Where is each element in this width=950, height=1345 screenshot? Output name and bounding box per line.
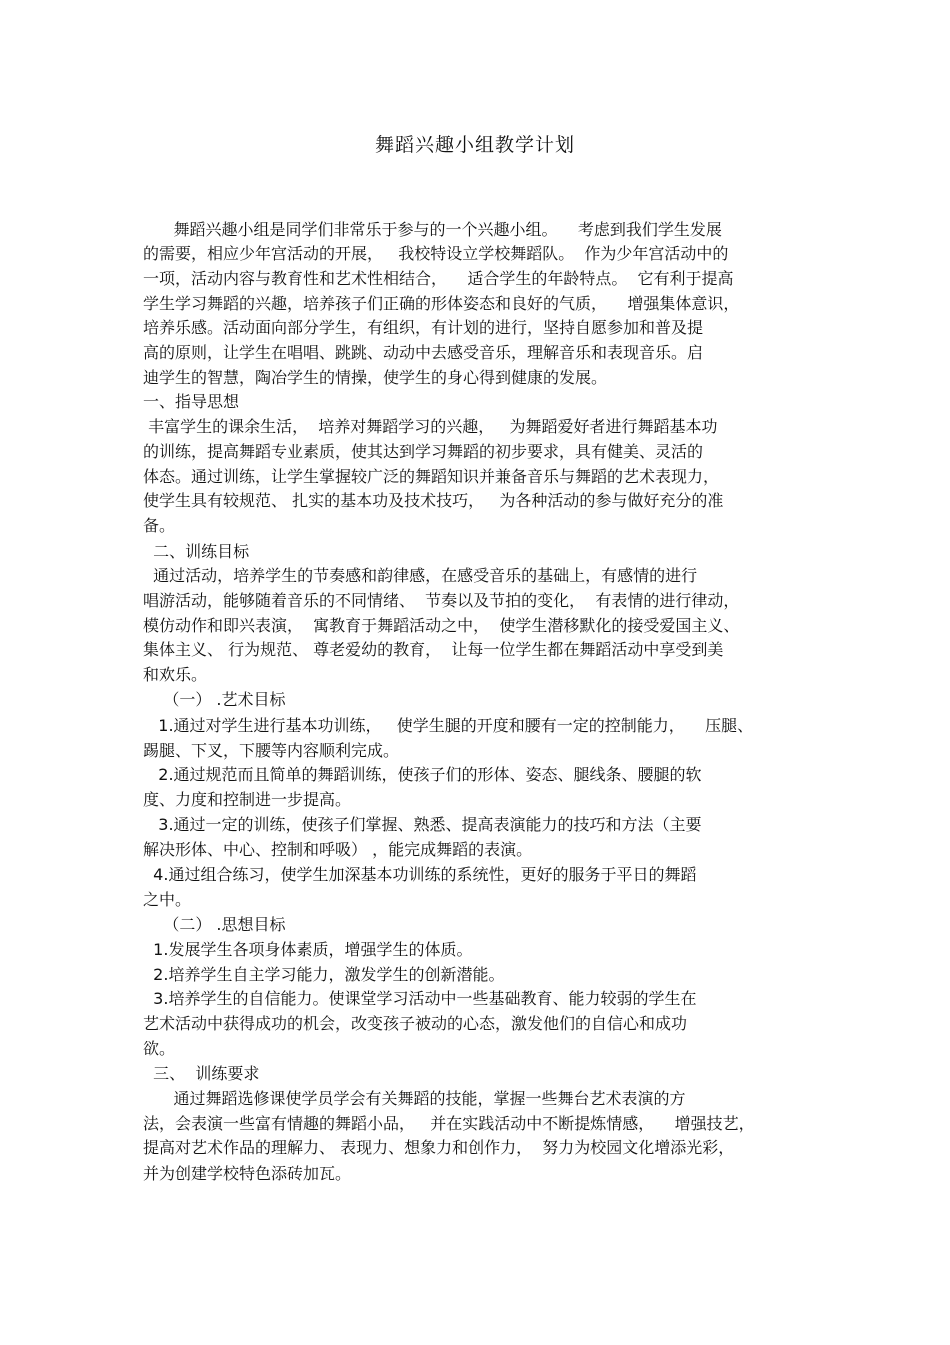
text-line: 2.培养学生自主学习能力，激发学生的创新潜能。 [143,965,505,984]
text-line: 解决形体、中心、控制和呼吸） ，能完成舞蹈的表演。 [143,840,533,859]
text-line: 的需要，相应少年宫活动的开展， 我校特设立学校舞蹈队。 作为少年宫活动中的 [143,244,729,263]
text-line: 体态。通过训练，让学生掌握较广泛的舞蹈知识并兼备音乐与舞蹈的艺术表现力， [143,467,720,486]
text-line: 备。 [143,516,176,535]
text-line: 高的原则，让学生在唱唱、跳跳、动动中去感受音乐，理解音乐和表现音乐。启 [143,343,704,362]
text-line: 4.通过组合练习，使学生加深基本功训练的系统性，更好的服务于平日的舞蹈 [143,865,697,884]
text-line: 迪学生的智慧，陶冶学生的情操，使学生的身心得到健康的发展。 [143,368,608,387]
text-line: 法，会表演一些富有情趣的舞蹈小品， 并在实践活动中不断提炼情感， 增强技艺， [143,1114,755,1133]
text-line: 2.通过规范而且简单的舞蹈训练，使孩子们的形体、姿态、腿线条、腰腿的软 [143,765,702,784]
text-line: 三、 训练要求 [143,1064,260,1083]
text-line: 踢腿、下叉，下腰等内容顺利完成。 [143,741,400,760]
text-line: 通过舞蹈选修课使学员学会有关舞蹈的技能，掌握一些舞台艺术表演的方 [143,1089,686,1108]
text-line: （一） .艺术目标 [143,690,286,709]
text-line: 唱游活动，能够随着音乐的不同情绪、 节奏以及节拍的变化， 有表情的进行律动， [143,591,740,610]
text-line: 集体主义、 行为规范、 尊老爱幼的教育， 让每一位学生都在舞蹈活动中享受到美 [143,640,724,659]
text-line: 欲。 [143,1039,176,1058]
text-line: 一项，活动内容与教育性和艺术性相结合， 适合学生的年龄特点。 它有利于提高 [143,269,734,288]
text-line: 之中。 [143,890,192,909]
text-line: 并为创建学校特色添砖加瓦。 [143,1164,352,1183]
text-line: 提高对艺术作品的理解力、 表现力、想象力和创作力， 努力为校园文化增添光彩， [143,1138,735,1157]
text-line: 艺术活动中获得成功的机会，改变孩子被动的心态，激发他们的自信心和成功 [143,1014,688,1033]
text-line: 模仿动作和即兴表演， 寓教育于舞蹈活动之中， 使学生潜移默化的接受爱国主义、 [143,616,740,635]
text-line: 3.培养学生的自信能力。使课堂学习活动中一些基础教育、能力较弱的学生在 [143,989,697,1008]
text-line: 和欢乐。 [143,665,208,684]
text-line: 舞蹈兴趣小组是同学们非常乐于参与的一个兴趣小组。 考虑到我们学生发展 [143,220,722,239]
text-line: （二） .思想目标 [143,915,286,934]
document-title: 舞蹈兴趣小组教学计划 [374,134,575,156]
text-line: 的训练，提高舞蹈专业素质，使其达到学习舞蹈的初步要求，具有健美、灵活的 [143,442,704,461]
text-line: 1.发展学生各项身体素质，增强学生的体质。 [143,940,473,959]
text-line: 度、力度和控制进一步提高。 [143,790,352,809]
text-line: 培养乐感。活动面向部分学生，有组织，有计划的进行，坚持自愿参加和普及提 [143,318,704,337]
text-line: 使学生具有较规范、 扎实的基本功及技术技巧， 为各种活动的参与做好充分的准 [143,491,724,510]
text-line: 一、指导思想 [143,392,240,411]
text-line: 1.通过对学生进行基本功训练， 使学生腿的开度和腰有一定的控制能力， 压腿、 [143,716,754,735]
text-line: 学生学习舞蹈的兴趣，培养孩子们正确的形体姿态和良好的气质， 增强集体意识， [143,294,740,313]
text-line: 丰富学生的课余生活， 培养对舞蹈学习的兴趣， 为舞蹈爱好者进行舞蹈基本功 [143,417,718,436]
text-line: 二、训练目标 [143,542,250,561]
text-line: 通过活动，培养学生的节奏感和韵律感，在感受音乐的基础上，有感情的进行 [143,566,698,585]
text-line: 3.通过一定的训练，使孩子们掌握、熟悉、提高表演能力的技巧和方法（主要 [143,815,702,834]
